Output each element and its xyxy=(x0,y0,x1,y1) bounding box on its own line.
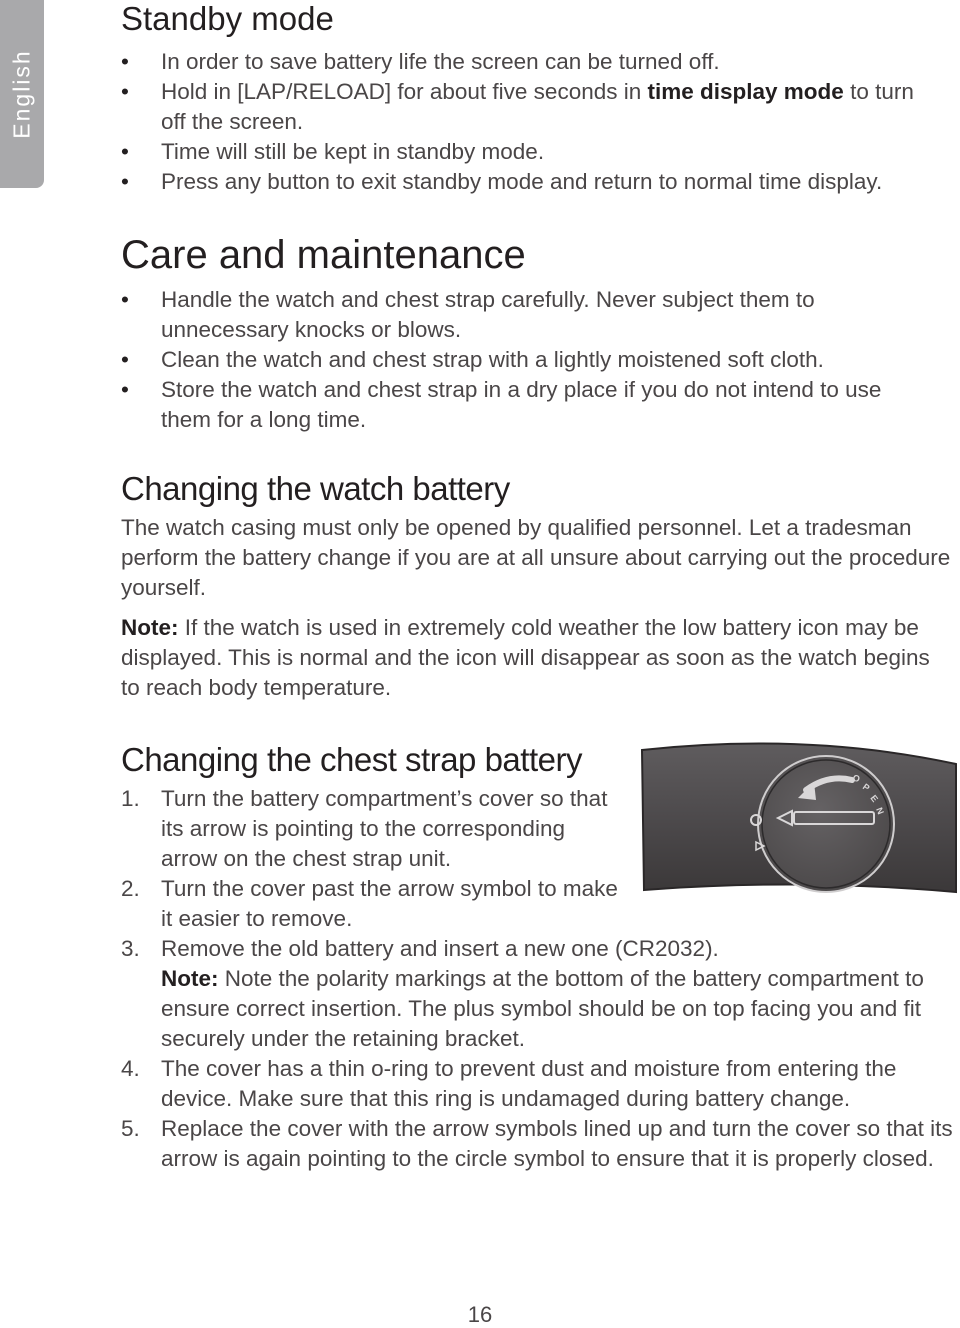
page-number: 16 xyxy=(467,1302,493,1327)
step-text: Replace the cover with the arrow symbols lined up and turn the cover so that its arrow is again pointing to the circle symbol to ensure that it is properly closed. xyxy=(161,1116,953,1171)
note-text: If the watch is used in extremely cold weather the low battery icon may be displayed. This is normal and the icon will disappear as soon as the watch begins to reach body temperature. xyxy=(121,615,930,700)
care-item-2: Clean the watch and chest strap with a lightly moistened soft cloth. xyxy=(161,347,824,372)
standby-item-4: Press any button to exit standby mode and return to normal time display. xyxy=(161,169,883,194)
care-list xyxy=(121,285,911,435)
step-number: 4. xyxy=(121,1056,140,1081)
step-text: The cover has a thin o-ring to prevent dust and moisture from entering the device. Make sure that this ring is undamaged during battery change. xyxy=(161,1056,897,1111)
care-item-3: Store the watch and chest strap in a dry place if you do not intend to use them for a long time. xyxy=(161,377,882,432)
language-tab xyxy=(0,0,44,188)
standby-item-2-bold: time display mode xyxy=(647,79,844,104)
step-text: Remove the old battery and insert a new one (CR2032). xyxy=(161,936,719,961)
standby-title: Standby mode xyxy=(121,0,334,37)
open-label-char: N xyxy=(874,806,886,816)
note-label: Note: xyxy=(161,966,219,991)
step-number: 3. xyxy=(121,936,140,961)
list-item xyxy=(121,1054,953,1114)
watch-battery-title: Changing the watch battery xyxy=(121,470,510,507)
standby-item-3: Time will still be kept in standby mode. xyxy=(161,139,545,164)
step-number: 1. xyxy=(121,786,140,811)
step-number: 5. xyxy=(121,1116,140,1141)
step-text: Turn the cover past the arrow symbol to make it easier to remove. xyxy=(161,876,618,931)
language-tab-label: English xyxy=(8,49,35,139)
list-item xyxy=(121,137,941,167)
standby-item-2-after: to turn off the screen. xyxy=(161,79,914,134)
open-label-char: O xyxy=(851,772,862,785)
standby-item-1: In order to save battery life the screen can be turned off. xyxy=(161,49,720,74)
watch-battery-note xyxy=(121,613,953,703)
step-number: 2. xyxy=(121,876,140,901)
open-label-char: E xyxy=(868,793,881,804)
list-item xyxy=(121,285,911,345)
list-item xyxy=(121,375,911,435)
open-label-char: P xyxy=(860,781,872,794)
care-title: Care and maintenance xyxy=(121,233,526,277)
list-item xyxy=(121,934,953,1054)
list-item xyxy=(121,1114,953,1174)
note-text: Note the polarity markings at the bottom of the battery compartment to ensure correct insertion. The plus symbol should be on top facing you and fit securely under the retaining bracket. xyxy=(161,966,924,1051)
list-item xyxy=(121,47,941,77)
care-section xyxy=(121,233,911,435)
standby-list xyxy=(121,47,941,197)
step-text: Turn the battery compartment’s cover so that its arrow is pointing to the corresponding arrow on the chest strap unit. xyxy=(161,786,608,871)
standby-item-2-before: Hold in [LAP/RELOAD] for about five seconds in xyxy=(161,79,648,104)
list-item xyxy=(121,345,911,375)
list-item xyxy=(121,874,621,934)
care-item-1: Handle the watch and chest strap carefully. Never subject them to unnecessary knocks or blows. xyxy=(161,287,815,342)
strap-battery-title: Changing the chest strap battery xyxy=(121,741,582,778)
note-label: Note: xyxy=(121,615,179,640)
watch-battery-paragraph: The watch casing must only be opened by qualified personnel. Let a tradesman perform the battery change if you are at all unsure about carrying out the procedure yourself. xyxy=(121,515,951,600)
watch-battery-section xyxy=(121,469,953,703)
standby-section xyxy=(121,0,941,197)
list-item xyxy=(121,167,941,197)
chest-strap-illustration xyxy=(638,738,960,904)
list-item xyxy=(121,77,941,137)
list-item xyxy=(121,784,621,874)
